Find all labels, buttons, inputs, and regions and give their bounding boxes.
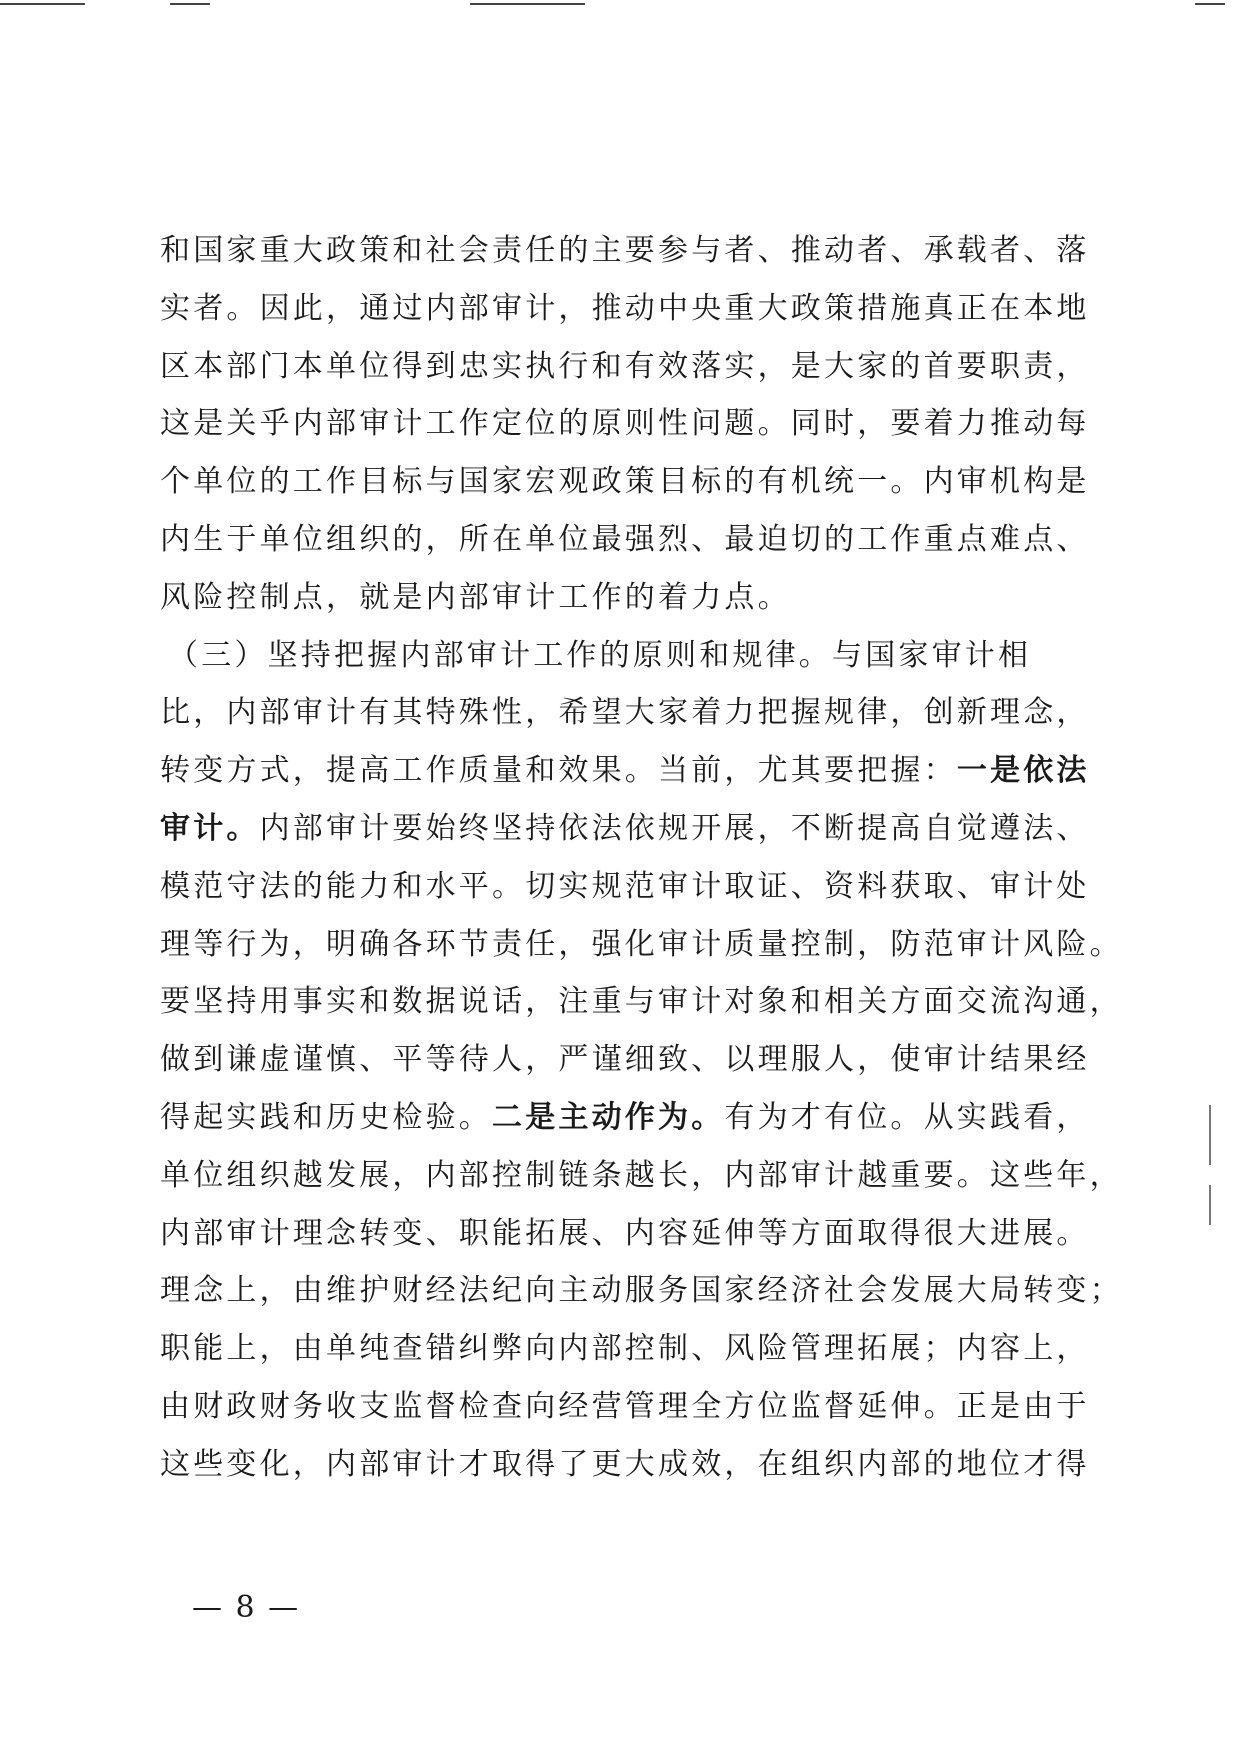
text-line: 内部审计理念转变、职能拓展、内容延伸等方面取得很大进展。 bbox=[160, 1215, 1090, 1251]
text-line: 这些变化，内部审计才取得了更大成效，在组织内部的地位才得 bbox=[160, 1446, 1090, 1482]
scan-mark bbox=[1195, 3, 1225, 5]
text-line: 模范守法的能力和水平。切实规范审计取证、资料获取、审计处 bbox=[160, 868, 1090, 904]
text-line: 比，内部审计有其特殊性，希望大家着力把握规律，创新理念， bbox=[160, 695, 1090, 731]
section-heading-line: （三）坚持把握内部审计工作的原则和规律。与国家审计相 bbox=[168, 637, 1032, 673]
scan-edge-mark bbox=[1209, 1105, 1211, 1165]
scan-artifacts bbox=[0, 0, 1241, 12]
scan-mark bbox=[470, 3, 585, 5]
text-line: 和国家重大政策和社会责任的主要参与者、推动者、承载者、落 bbox=[160, 233, 1090, 268]
text-line: 理念上，由维护财经法纪向主动服务国家经济社会发展大局转变； bbox=[160, 1273, 1123, 1309]
text-line: 职能上，由单纯查错纠弊向内部控制、风险管理拓展；内容上， bbox=[160, 1331, 1090, 1367]
text-line: 单位组织越发展，内部控制链条越长，内部审计越重要。这些年， bbox=[160, 1157, 1123, 1193]
text-line: 转变方式，提高工作质量和效果。当前，尤其要把握：一是依法 bbox=[160, 753, 1090, 789]
body-text bbox=[160, 222, 1123, 1494]
text-line: 理等行为，明确各环节责任，强化审计质量控制，防范审计风险。 bbox=[160, 926, 1123, 962]
text-line: 得起实践和历史检验。二是主动作为。有为才有位。从实践看， bbox=[160, 1099, 1090, 1135]
text-line: 内生于单位组织的，所在单位最强烈、最迫切的工作重点难点、 bbox=[160, 521, 1090, 557]
text-line: 这是关乎内部审计工作定位的原则性问题。同时，要着力推动每 bbox=[160, 406, 1090, 442]
text-line: 风险控制点，就是内部审计工作的着力点。 bbox=[160, 579, 791, 615]
text-line: 做到谦虚谨慎、平等待人，严谨细致、以理服人，使审计结果经 bbox=[160, 1042, 1090, 1078]
text-line: 实者。因此，通过内部审计，推动中央重大政策措施真正在本地 bbox=[160, 290, 1090, 326]
text-line: 由财政财务收支监督检查向经营管理全方位监督延伸。正是由于 bbox=[160, 1388, 1090, 1424]
scan-mark bbox=[170, 3, 210, 5]
emphasis-text: 二是主动作为。 bbox=[492, 1099, 725, 1135]
emphasis-text: 审计。 bbox=[160, 810, 260, 846]
text-line: 个单位的工作目标与国家宏观政策目标的有机统一。内审机构是 bbox=[160, 464, 1090, 500]
text-line: 审计。内部审计要始终坚持依法依规开展，不断提高自觉遵法、 bbox=[160, 810, 1090, 846]
scan-mark bbox=[0, 3, 85, 5]
emphasis-text: 一是依法 bbox=[956, 753, 1090, 789]
page-number: — 8 — bbox=[192, 1590, 301, 1625]
text-line: 要坚持用事实和数据说话，注重与审计对象和相关方面交流沟通， bbox=[160, 984, 1123, 1020]
text-line: 区本部门本单位得到忠实执行和有效落实，是大家的首要职责， bbox=[160, 348, 1090, 384]
scan-edge-mark bbox=[1209, 1185, 1211, 1225]
